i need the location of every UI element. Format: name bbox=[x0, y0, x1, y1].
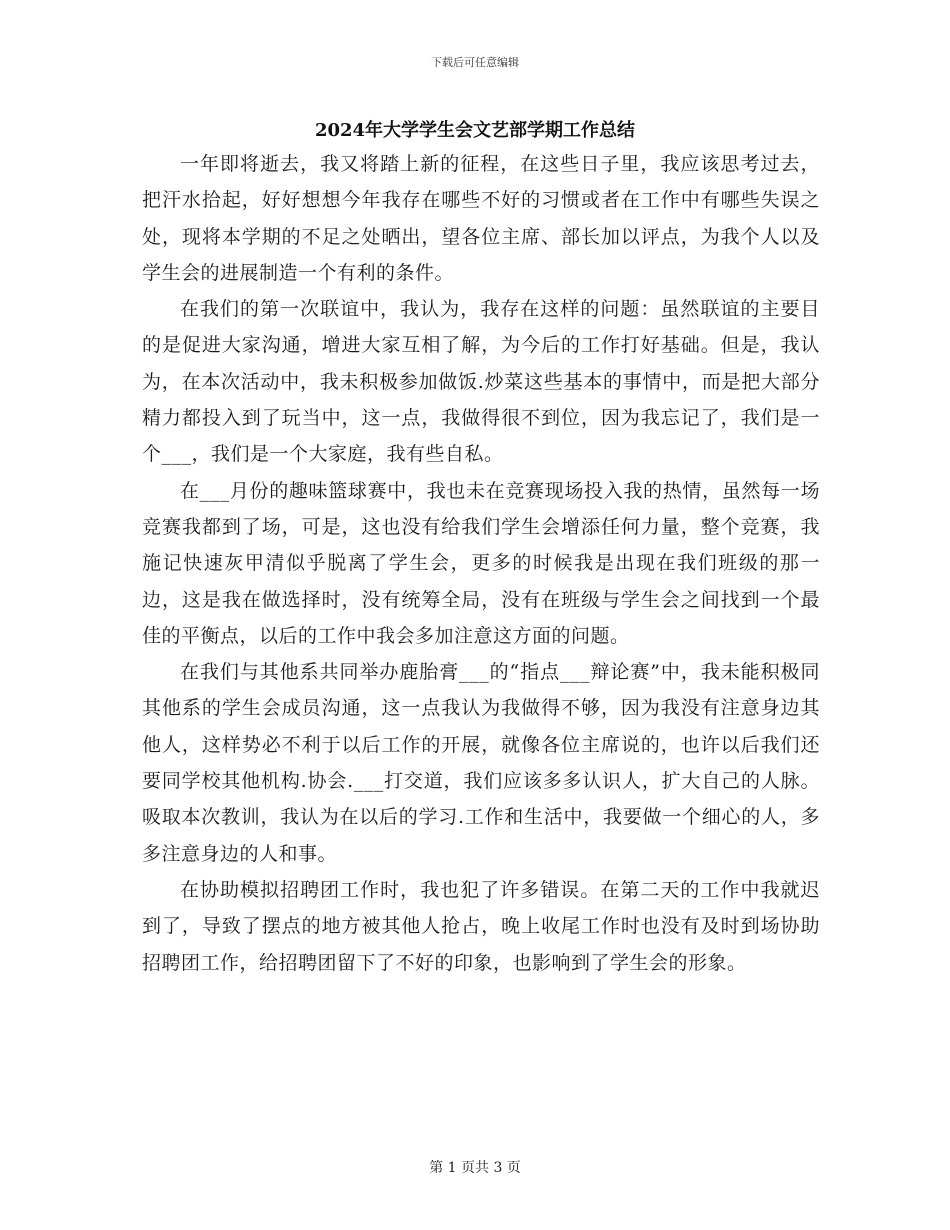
document-body bbox=[142, 146, 820, 981]
paragraph-4: 在我们与其他系共同举办鹿胎膏___的“指点___辩论赛”中，我未能积极同其他系的学生会成员沟通，这一点我认为我做得不够，因为我没有注意身边其他人，这样势必不利于以后工作的开展，就像各位主席说的，也许以后我们还要同学校其他机构.协会.___打交道，我们应该多多认识人，扩大自己的人脉。吸取本次教训，我认为在以后的学习.工作和生活中，我要做一个细心的人，多多注意身边的人和事。 bbox=[142, 661, 820, 865]
document-title: 2024年大学学生会文艺部学期工作总结 bbox=[314, 120, 636, 141]
header-note: 下载后可任意编辑 bbox=[431, 56, 519, 69]
paragraph-1: 一年即将逝去，我又将踏上新的征程，在这些日子里，我应该思考过去，把汗水拾起，好好想想今年我存在哪些不好的习惯或者在工作中有哪些失误之处，现将本学期的不足之处晒出，望各位主席、部长加以评点，为我个人以及学生会的进展制造一个有利的条件。 bbox=[142, 153, 820, 284]
paragraph-5: 在协助模拟招聘团工作时，我也犯了许多错误。在第二天的工作中我就迟到了，导致了摆点的地方被其他人抢占，晚上收尾工作时也没有及时到场协助招聘团工作，给招聘团留下了不好的印象，也影响到了学生会的形象。 bbox=[142, 878, 820, 974]
page-number: 第 1 页共 3 页 bbox=[429, 1160, 521, 1176]
paragraph-2: 在我们的第一次联谊中，我认为，我存在这样的问题：虽然联谊的主要目的是促进大家沟通，增进大家互相了解，为今后的工作打好基础。但是，我认为，在本次活动中，我未积极参加做饭.炒菜这些基本的事情中，而是把大部分精力都投入到了玩当中，这一点，我做得很不到位，因为我忘记了，我们是一个___，我们是一个大家庭，我有些自私。 bbox=[142, 298, 820, 466]
paragraph-3: 在___月份的趣味篮球赛中，我也未在竞赛现场投入我的热情，虽然每一场竞赛我都到了场，可是，这也没有给我们学生会增添任何力量，整个竞赛，我施记快速灰甲清似乎脱离了学生会，更多的时候我是出现在我们班级的那一边，这是我在做选择时，没有统筹全局，没有在班级与学生会之间找到一个最佳的平衡点，以后的工作中我会多加注意这方面的问题。 bbox=[142, 479, 820, 647]
